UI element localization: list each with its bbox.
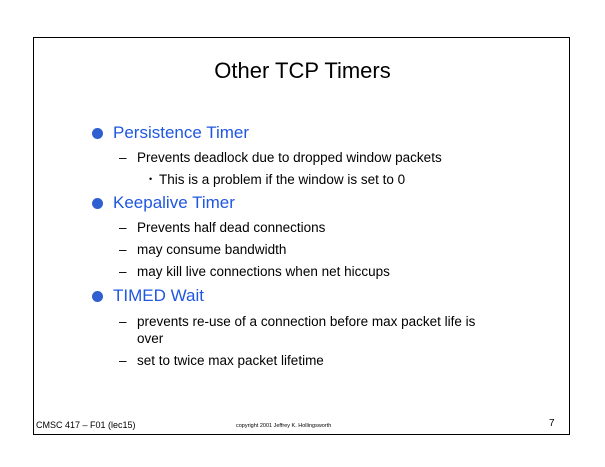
bullet-dot-icon xyxy=(92,291,103,302)
dash-marker: – xyxy=(119,242,127,257)
sub-item xyxy=(119,149,442,166)
sub-item-text: Prevents deadlock due to dropped window packets xyxy=(137,150,442,165)
bullet-persistence-timer xyxy=(92,123,249,143)
sub-item xyxy=(119,352,324,369)
sub-item-text: Prevents half dead connections xyxy=(137,220,326,235)
bullet-keepalive-timer xyxy=(92,193,235,213)
sub-item-text: may kill live connections when net hiccups xyxy=(137,264,390,279)
dash-marker: – xyxy=(119,314,127,329)
page-number: 7 xyxy=(549,418,555,429)
subsub-item xyxy=(149,171,405,188)
sub-item-text: set to twice max packet lifetime xyxy=(137,353,324,368)
bullet-label: Keepalive Timer xyxy=(113,193,235,212)
sub-item xyxy=(119,313,475,347)
dash-marker: – xyxy=(119,220,127,235)
dash-marker: – xyxy=(119,264,127,279)
subsub-item-text: This is a problem if the window is set to 0 xyxy=(159,172,406,187)
sub-item xyxy=(119,241,286,258)
bullet-label: Persistence Timer xyxy=(113,123,250,142)
footer-course-label: CMSC 417 – F01 (lec15) xyxy=(36,420,136,430)
bullet-timed-wait xyxy=(92,286,204,306)
slide-title: Other TCP Timers xyxy=(214,58,391,83)
sub-item-text: may consume bandwidth xyxy=(137,242,287,257)
bullet-dot-icon xyxy=(92,198,103,209)
sub-item xyxy=(119,219,325,236)
bullet-dot-icon xyxy=(92,128,103,139)
small-bullet-icon: • xyxy=(149,174,153,184)
dash-marker: – xyxy=(119,353,127,368)
footer-copyright: copyright 2001 Jeffrey K. Hollingsworth xyxy=(236,423,332,429)
bullet-label: TIMED Wait xyxy=(113,286,204,305)
slide-border xyxy=(33,37,570,435)
sub-item xyxy=(119,263,390,280)
dash-marker: – xyxy=(119,150,127,165)
sub-item-text: prevents re-use of a connection before max packet life is over xyxy=(137,314,476,346)
